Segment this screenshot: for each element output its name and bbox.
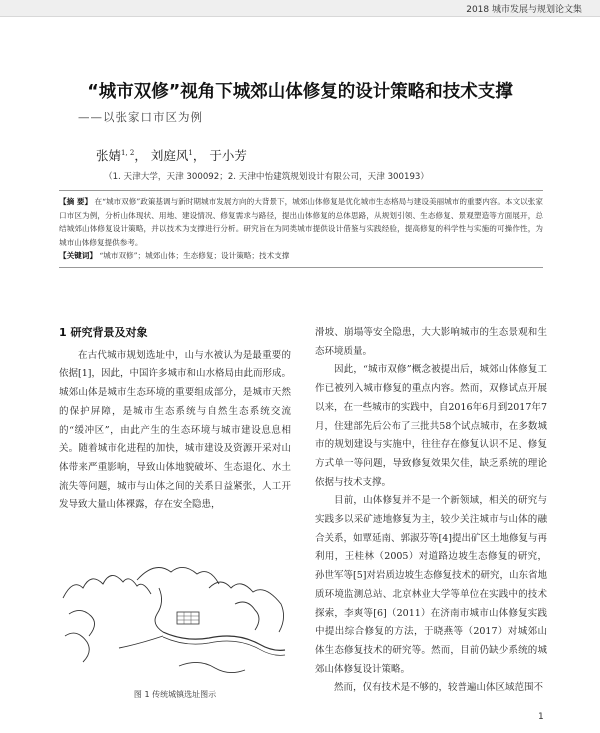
keywords-text: “城市双修”；城郊山体；生态修复；设计策略；技术支撑 [99,251,290,261]
author-affil-marker: 1 [188,148,193,157]
author-name: 张婧 [96,148,122,163]
body-paragraph: 然而，仅有技术是不够的，较普遍山体区域范围不 [334,682,544,694]
running-header: 2018 城市发展与规划论文集 [466,5,582,15]
left-column [59,324,291,515]
keywords-label: 【关键词】 [59,251,97,261]
river-branch [119,636,163,648]
figure-caption: 图 1 传统城镇选址图示 [133,690,217,699]
author-name: 于小芳 [209,148,247,163]
abstract-text: 在“城市双修”政策基调与新时期城市发展方向的大背景下，城郊山体修复是优化城市生态格局与建设美丽城市的重要内容。本文以张家口市区为例，分析山体现状、用地、建设情况、修复需求与路径，提出山体修复的总体思路，从规划引领、生态修复、景观塑造等方面展开，总结城郊山体修复设计策略，并以技术为支撑进行分析。研究旨在为同类城市提供设计借鉴与实践经验，提高修复的科学性与实施的可操作性，为城市山体修复提供参考。 [59,197,543,247]
paper-subtitle: ——以张家口市区为例 [78,110,203,124]
section-heading: 1 研究背景及对象 [59,326,148,339]
keywords-paragraph [59,249,543,263]
river-main-bank [163,637,285,655]
hill-bottom [179,662,245,672]
town-mark [177,612,199,624]
river-upper [155,588,163,632]
mountain-ridge-center [137,567,219,584]
author-name: 刘庭风 [150,148,189,163]
body-paragraph: 因此，“城市双修”概念被提出后，城郊山体修复工作已被列入城市修复的重点内容。然而，双修试点开展以来，在一些城市的实践中，自2016年6月到2017年7月，住建部先后公布了三批共58个试点城市，在多数城市的规划建设与实施中，往往存在修复认识不足、修复方式单一等问题，导致修复效果欠佳，缺乏系统的理论依据与技术支撑。 [315,364,547,488]
abstract-paragraph [59,195,543,249]
body-paragraph: 滑坡、崩塌等安全隐患，大大影响城市的生态景观和生态环境质量。 [315,327,547,357]
figure-traditional-site-selection [59,558,291,708]
body-paragraph: 在古代城市规划选址中，山与水被认为是最重要的依据[1]，因此，中国许多城市和山水格局由此而形成。城郊山体是城市生态环境的重要组成部分，是城市天然的保护屏障，是城市生态系统与自然生态系统交流的“缓冲区”，由此产生的生态环境与城市建设息息相关。随着城市化进程的加快，城市建设及资源开采对山体带来严重影响，导致山体地貌破坏、生态退化、水土流失等问题，城市与山体之间的关系日益紧张，人工开发导致大量山体裸露，存在安全隐患， [59,349,291,511]
author-affil-marker: 1, 2 [121,148,135,157]
hill-left-lower [65,633,89,662]
right-column [315,324,547,698]
abstract-label: 【摘 要】 [59,197,93,206]
author-line: 张婧$^{1, 2}$， 刘庭风$^1$， 于小芳 [96,148,247,163]
mountain-ridge-right [209,582,284,632]
page-number: 1 [538,712,544,722]
paper-title: “城市双修”视角下城郊山体修复的设计策略和技术支撑 [87,82,513,102]
hill-right-inner [235,602,259,630]
affiliation: （1. 天津大学，天津 300092；2. 天津中怡建筑规划设计有限公司，天津 300193） [104,172,429,182]
running-header-band [0,0,600,17]
hill-left-inner [69,610,95,636]
abstract-block [59,190,543,268]
body-paragraph: 目前，山体修复并不是一个新领域，相关的研究与实践多以采矿迹地修复为主，较少关注城市与山体的融合关系，如覃延南、郭淑芬等[4]提出矿区土地修复与再利用，王桂林（2005）对道路边坡生态修复的研究，孙世军等[5]对岩质边坡生态修复技术的研究，山东省地质环境监测总站、北京林业大学等单位在实践中的技术探索，李爽等[6]（2011）在济南市城市山体修复实践中提出综合修复的方法，于晓燕等（2017）对城郊山体生态修复技术的研究等。然而，目前仍缺少系统的城郊山体修复设计策略。 [315,495,547,675]
site-selection-diagram [59,558,291,686]
